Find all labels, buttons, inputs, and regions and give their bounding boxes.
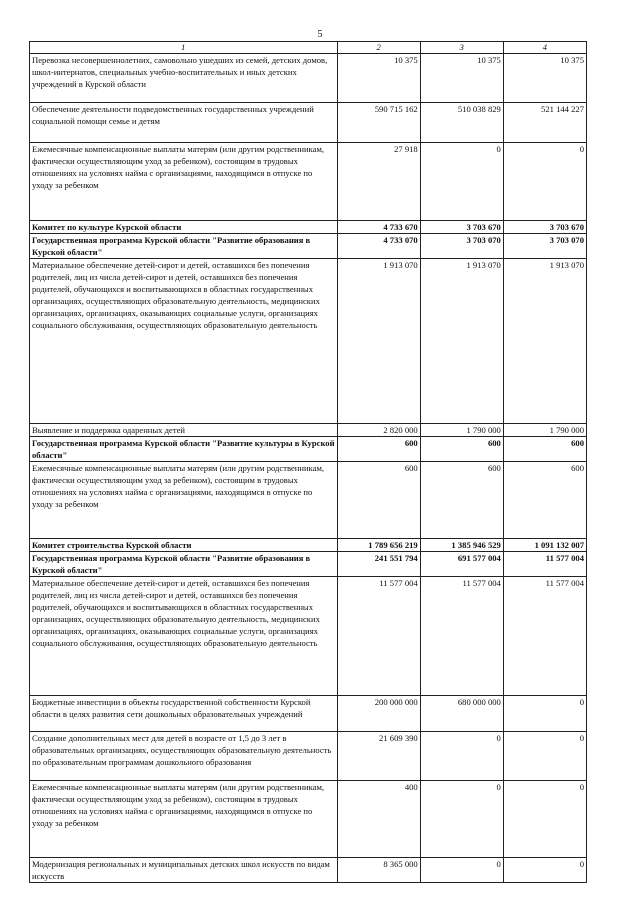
value-col-3: 0 xyxy=(420,781,503,858)
value-col-3: 691 577 004 xyxy=(420,552,503,577)
value-col-2: 600 xyxy=(337,462,420,539)
column-header-4: 4 xyxy=(503,42,586,54)
value-col-2: 4 733 670 xyxy=(337,221,420,234)
column-header-1: 1 xyxy=(30,42,338,54)
value-col-4: 0 xyxy=(503,732,586,781)
value-col-4: 0 xyxy=(503,781,586,858)
row-name-cell: Комитет строительства Курской области xyxy=(30,539,338,552)
value-col-4: 0 xyxy=(503,143,586,221)
table-row xyxy=(30,858,587,883)
table-row xyxy=(30,259,587,424)
table-row xyxy=(30,54,587,103)
value-col-4: 0 xyxy=(503,858,586,883)
value-col-4: 11 577 004 xyxy=(503,552,586,577)
value-col-3: 680 000 000 xyxy=(420,696,503,732)
table-row xyxy=(30,577,587,696)
row-name-cell: Государственная программа Курской области "Развитие образования в Курской области" xyxy=(30,552,338,577)
row-name-cell: Материальное обеспечение детей-сирот и детей, оставшихся без попечения родителей, лиц из числа детей-сирот и детей, оставшихся без попечения родителей, обучающихся и воспитывающихся в областных государственных организациях, осуществляющих образовательную деятельность, медицинских организациях, организациях, оказывающих социальные услуги, организациях социального обслуживания, осуществляющих образовательную деятельность xyxy=(30,577,338,696)
table-row xyxy=(30,462,587,539)
value-col-2: 1 789 656 219 xyxy=(337,539,420,552)
row-name-cell: Перевозка несовершеннолетних, самовольно ушедших из семей, детских домов, школ-интернатов, специальных учебно-воспитательных и иных детских учреждений в Курской области xyxy=(30,54,338,103)
row-name-cell: Комитет по культуре Курской области xyxy=(30,221,338,234)
value-col-2: 11 577 004 xyxy=(337,577,420,696)
value-col-2: 4 733 070 xyxy=(337,234,420,259)
table-row xyxy=(30,732,587,781)
value-col-3: 510 038 829 xyxy=(420,103,503,143)
value-col-2: 590 715 162 xyxy=(337,103,420,143)
row-name-cell: Государственная программа Курской области "Развитие образования в Курской области" xyxy=(30,234,338,259)
table-row xyxy=(30,437,587,462)
budget-table xyxy=(29,41,587,883)
row-name-cell: Модернизация региональных и муниципальных детских школ искусств по видам искусств xyxy=(30,858,338,883)
value-col-4: 3 703 670 xyxy=(503,221,586,234)
table-row xyxy=(30,781,587,858)
table-row xyxy=(30,696,587,732)
value-col-3: 600 xyxy=(420,437,503,462)
value-col-3: 600 xyxy=(420,462,503,539)
value-col-4: 11 577 004 xyxy=(503,577,586,696)
row-name-cell: Ежемесячные компенсационные выплаты матерям (или другим родственникам, фактически осуществляющим уход за ребенком), состоящим в трудовых отношениях на условиях найма с организациями, находящимся в отпуске по уходу за ребенком xyxy=(30,781,338,858)
value-col-4: 1 091 132 007 xyxy=(503,539,586,552)
value-col-2: 200 000 000 xyxy=(337,696,420,732)
value-col-3: 3 703 070 xyxy=(420,234,503,259)
value-col-4: 600 xyxy=(503,462,586,539)
value-col-3: 1 913 070 xyxy=(420,259,503,424)
row-name-cell: Выявление и поддержка одаренных детей xyxy=(30,424,338,437)
value-col-3: 11 577 004 xyxy=(420,577,503,696)
value-col-3: 0 xyxy=(420,143,503,221)
value-col-3: 3 703 670 xyxy=(420,221,503,234)
value-col-3: 1 790 000 xyxy=(420,424,503,437)
table-row xyxy=(30,424,587,437)
row-name-cell: Обеспечение деятельности подведомственных государственных учреждений социальной помощи семье и детям xyxy=(30,103,338,143)
value-col-3: 10 375 xyxy=(420,54,503,103)
value-col-2: 8 365 000 xyxy=(337,858,420,883)
value-col-4: 600 xyxy=(503,437,586,462)
table-row xyxy=(30,539,587,552)
value-col-4: 0 xyxy=(503,696,586,732)
table-header-row xyxy=(30,42,587,54)
value-col-4: 3 703 070 xyxy=(503,234,586,259)
row-name-cell: Создание дополнительных мест для детей в возрасте от 1,5 до 3 лет в образовательных организациях, осуществляющих образовательную деятельность по образовательным программам дошкольного образования xyxy=(30,732,338,781)
value-col-2: 27 918 xyxy=(337,143,420,221)
column-header-3: 3 xyxy=(420,42,503,54)
table-row xyxy=(30,143,587,221)
table-row xyxy=(30,234,587,259)
value-col-4: 10 375 xyxy=(503,54,586,103)
page-number: 5 xyxy=(317,29,323,40)
value-col-4: 1 790 000 xyxy=(503,424,586,437)
value-col-2: 21 609 390 xyxy=(337,732,420,781)
value-col-4: 1 913 070 xyxy=(503,259,586,424)
value-col-3: 0 xyxy=(420,858,503,883)
row-name-cell: Государственная программа Курской области "Развитие культуры в Курской области" xyxy=(30,437,338,462)
value-col-2: 2 820 000 xyxy=(337,424,420,437)
row-name-cell: Ежемесячные компенсационные выплаты матерям (или другим родственникам, фактически осуществляющим уход за ребенком), состоящим в трудовых отношениях на условиях найма с организациями, находящимся в отпуске по уходу за ребенком xyxy=(30,462,338,539)
value-col-2: 600 xyxy=(337,437,420,462)
value-col-2: 10 375 xyxy=(337,54,420,103)
value-col-3: 1 385 946 529 xyxy=(420,539,503,552)
row-name-cell: Бюджетные инвестиции в объекты государственной собственности Курской области в целях развития сети дошкольных образовательных учреждений xyxy=(30,696,338,732)
column-header-2: 2 xyxy=(337,42,420,54)
value-col-4: 521 144 227 xyxy=(503,103,586,143)
table-row xyxy=(30,221,587,234)
value-col-2: 241 551 794 xyxy=(337,552,420,577)
value-col-3: 0 xyxy=(420,732,503,781)
row-name-cell: Ежемесячные компенсационные выплаты матерям (или другим родственникам, фактически осуществляющим уход за ребенком), состоящим в трудовых отношениях на условиях найма с организациями, находящимся в отпуске по уходу за ребенком xyxy=(30,143,338,221)
table-row xyxy=(30,103,587,143)
table-row xyxy=(30,552,587,577)
row-name-cell: Материальное обеспечение детей-сирот и детей, оставшихся без попечения родителей, лиц из числа детей-сирот и детей, оставшихся без попечения родителей, обучающихся и воспитывающихся в областных государственных организациях, осуществляющих образовательную деятельность, медицинских организациях, организациях, оказывающих социальные услуги, организациях социального обслуживания, осуществляющих образовательную деятельность xyxy=(30,259,338,424)
value-col-2: 1 913 070 xyxy=(337,259,420,424)
value-col-2: 400 xyxy=(337,781,420,858)
